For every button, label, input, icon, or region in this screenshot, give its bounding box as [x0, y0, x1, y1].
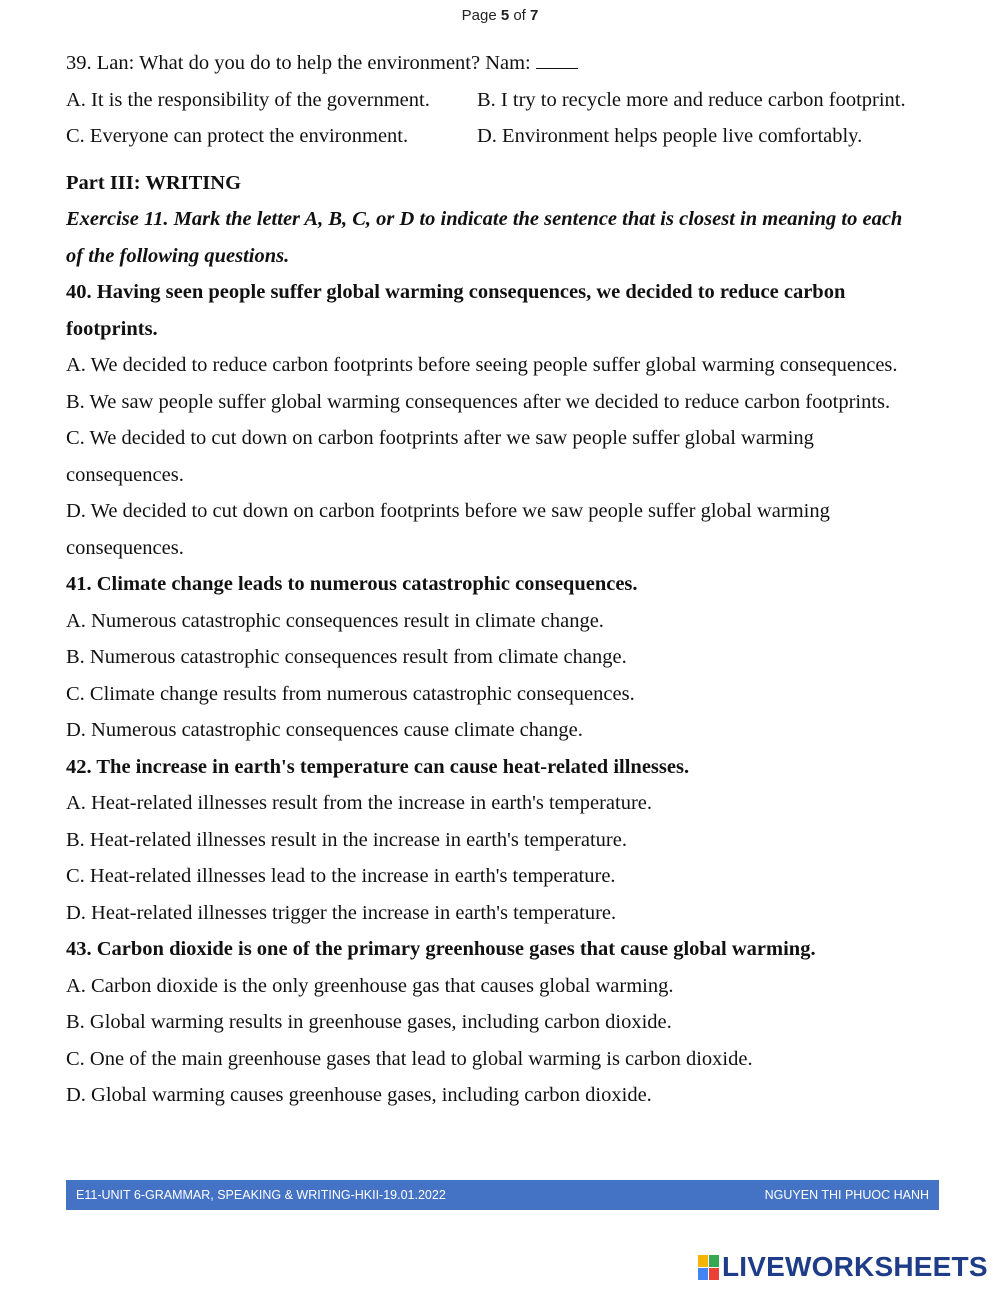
q39-answer-blank[interactable]: [536, 50, 578, 69]
part-title: Part III: WRITING: [66, 171, 242, 194]
page-of: of: [509, 7, 531, 24]
page-current: 5: [500, 7, 510, 24]
q41-option-b[interactable]: B. Numerous catastrophic consequences result from climate change.: [66, 646, 627, 668]
q40-option-d-line-1[interactable]: D. We decided to cut down on carbon footprints before we saw people suffer global warming: [66, 500, 830, 522]
q40-option-b[interactable]: B. We saw people suffer global warming consequences after we decided to reduce carbon footprints.: [66, 390, 891, 413]
footer-right-text: NGUYEN THI PHUOC HANH: [764, 1188, 929, 1202]
logo-mark-icon: [698, 1255, 719, 1280]
logo-text: LIVEWORKSHEETS: [722, 1251, 988, 1282]
q42-option-c[interactable]: C. Heat-related illnesses lead to the increase in earth's temperature.: [66, 865, 616, 887]
q40-option-c-line-2[interactable]: consequences.: [66, 463, 184, 486]
q39-option-b[interactable]: B. I try to recycle more and reduce carbon footprint.: [477, 88, 906, 111]
q43-option-d[interactable]: D. Global warming causes greenhouse gases, including carbon dioxide.: [66, 1084, 652, 1106]
q42-option-a[interactable]: A. Heat-related illnesses result from the increase in earth's temperature.: [66, 792, 652, 814]
q41-option-c[interactable]: C. Climate change results from numerous catastrophic consequences.: [66, 682, 635, 705]
q40-question-line-2: footprints.: [66, 317, 158, 340]
logo-square-3: [698, 1268, 708, 1280]
liveworksheets-logo[interactable]: [698, 1252, 988, 1282]
q39-option-d[interactable]: D. Environment helps people live comfortably.: [477, 125, 863, 147]
page-total: 7: [530, 7, 539, 24]
q39-question: [66, 45, 946, 82]
q40-option-d-line-2[interactable]: consequences.: [66, 536, 184, 559]
q43-option-b[interactable]: B. Global warming results in greenhouse gases, including carbon dioxide.: [66, 1011, 672, 1033]
q39-option-c[interactable]: C. Everyone can protect the environment.: [66, 125, 409, 147]
q42-option-d[interactable]: D. Heat-related illnesses trigger the increase in earth's temperature.: [66, 901, 617, 924]
q40-question-line-1: 40. Having seen people suffer global warming consequences, we decided to reduce carbon: [66, 281, 846, 303]
worksheet-content: [66, 45, 946, 1114]
q40-option-c-line-1[interactable]: C. We decided to cut down on carbon footprints after we saw people suffer global warming: [66, 427, 814, 449]
footer-left-text: E11-UNIT 6-GRAMMAR, SPEAKING & WRITING-HKII-19.01.2022: [76, 1188, 446, 1202]
q42-option-b[interactable]: B. Heat-related illnesses result in the increase in earth's temperature.: [66, 828, 627, 851]
page-prefix: Page: [461, 7, 501, 24]
q39-options-row-2: [66, 118, 946, 155]
q42-question: 42. The increase in earth's temperature can cause heat-related illnesses.: [66, 755, 690, 778]
logo-square-2: [709, 1255, 719, 1267]
q43-question: 43. Carbon dioxide is one of the primary greenhouse gases that cause global warming.: [66, 938, 816, 960]
q39-options-row-1: [66, 82, 946, 119]
exercise-instruction-line-1: Exercise 11. Mark the letter A, B, C, or D to indicate the sentence that is closest in meaning to each: [66, 208, 903, 230]
q39-option-a[interactable]: A. It is the responsibility of the government.: [66, 88, 430, 111]
q43-option-c[interactable]: C. One of the main greenhouse gases that lead to global warming is carbon dioxide.: [66, 1047, 753, 1070]
q43-option-a[interactable]: A. Carbon dioxide is the only greenhouse gas that causes global warming.: [66, 974, 674, 997]
q39-question-text: 39. Lan: What do you do to help the environment? Nam:: [66, 52, 531, 74]
logo-square-4: [709, 1268, 719, 1280]
q41-option-d[interactable]: D. Numerous catastrophic consequences cause climate change.: [66, 719, 583, 741]
q40-option-a[interactable]: A. We decided to reduce carbon footprints before seeing people suffer global warming consequences.: [66, 354, 898, 376]
q41-option-a[interactable]: A. Numerous catastrophic consequences result in climate change.: [66, 609, 604, 632]
footer-bar: [66, 1180, 939, 1210]
logo-square-1: [698, 1255, 708, 1267]
exercise-instruction-line-2: of the following questions.: [66, 244, 290, 267]
page-number: [0, 7, 1000, 24]
q41-question: 41. Climate change leads to numerous catastrophic consequences.: [66, 573, 638, 595]
